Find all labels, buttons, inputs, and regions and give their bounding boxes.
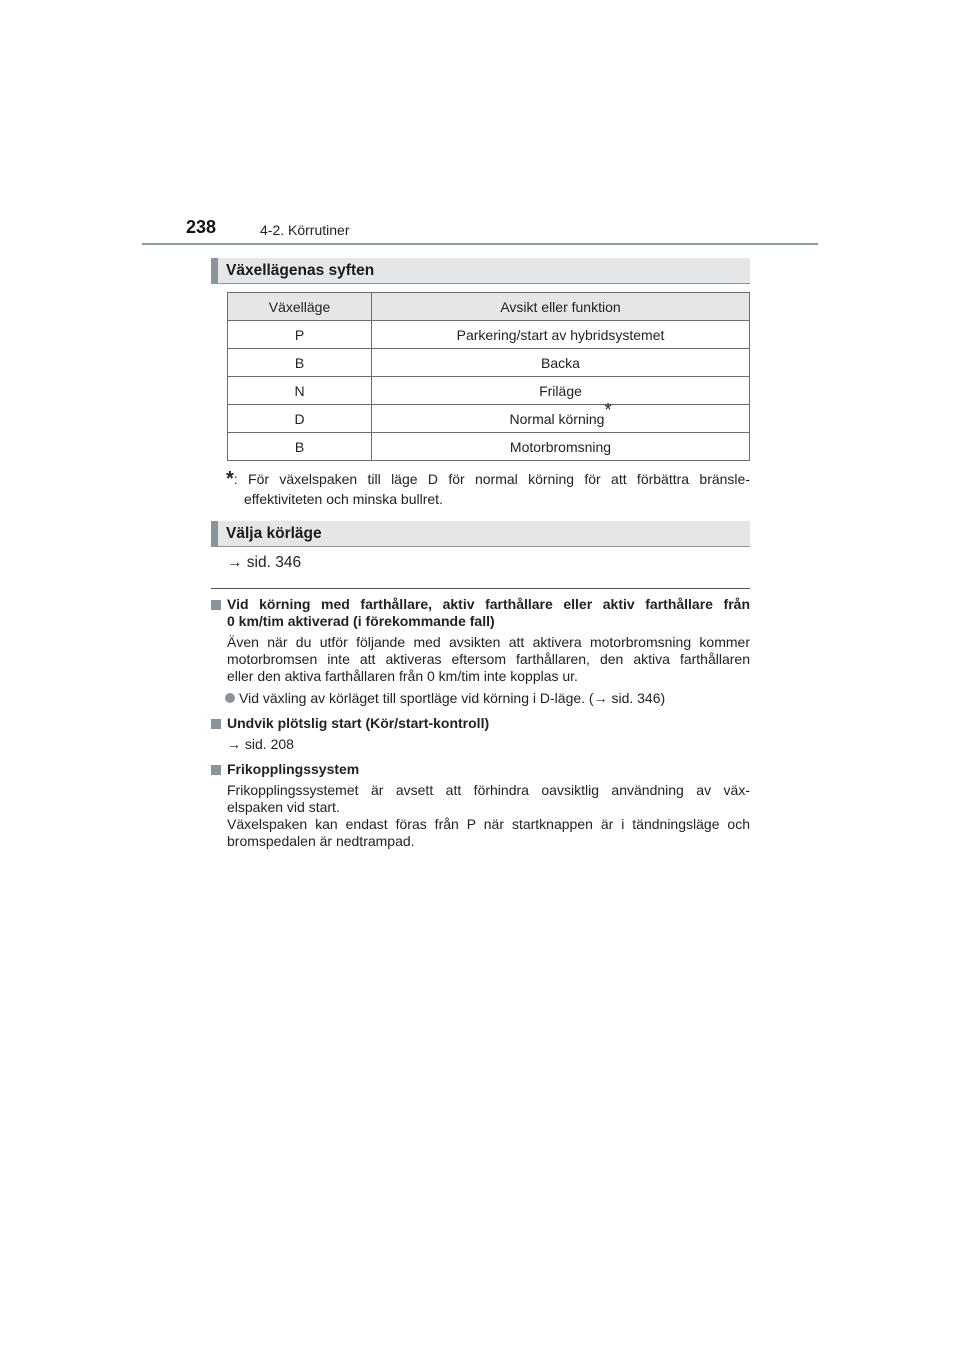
table-cell: Parkering/start av hybridsystemet [372,321,750,349]
table-header-cell: Avsikt eller funktion [372,293,750,321]
section-heading-drive-mode [211,521,750,547]
page-reference-link[interactable]: → sid. 346 [227,554,302,571]
note-line: Även när du utför följande med avsikten att aktivera motorbromsning kommer [227,634,750,650]
footnote-text: : För växelspaken till läge D för normal körning för att förbättra bränsle- [233,471,750,487]
footnote-line [226,469,750,489]
table-cell: N [228,377,372,405]
table-header-row [228,293,750,321]
square-bullet-icon [211,719,221,729]
note-line: bromspedalen är nedtrampad. [227,833,415,849]
gear-modes-table [227,292,750,461]
note-body [211,634,750,685]
table-row [228,321,750,349]
table-row [228,433,750,461]
note-heading-line: Vid körning med farthållare, aktiv farthållare eller aktiv farthållare från [227,596,750,612]
note-heading-line: 0 km/tim aktiverad (i förekommande fall) [227,613,495,629]
section-heading-text: Växellägenas syften [226,262,375,279]
page-reference-link[interactable]: → sid. 208 [227,736,294,752]
list-item [211,690,750,707]
table-footnote [226,469,750,509]
square-bullet-icon [211,600,221,610]
square-bullet-icon [211,765,221,775]
round-bullet-icon [225,693,235,703]
table-cell-text: Normal körning [509,410,605,427]
table-cell: Motorbromsning [372,433,750,461]
notes-section [211,596,750,850]
note-line: Växelspaken kan endast föras från P när startknappen är i tändningsläge och [227,816,750,832]
note-line: Frikopplingssystemet är avsett att förhindra oavsiktlig användning av väx- [227,782,750,798]
table-row [228,405,750,433]
note-line: eller den aktiva farthållaren från 0 km/tim inte kopplas ur. [227,668,578,684]
table-cell: D [228,405,372,433]
page-number: 238 [186,217,217,237]
table-cell [372,399,750,433]
note-line: elspaken vid start. [227,799,340,815]
note-body [211,782,750,850]
section-heading-text: Välja körläge [226,525,322,542]
footnote-line: effektiviteten och minska bullret. [244,491,443,507]
note-heading [211,715,750,732]
note-heading [211,761,750,778]
table-cell: B [228,433,372,461]
table-row [228,349,750,377]
table-cell: B [228,349,372,377]
table-cell: P [228,321,372,349]
header-divider [142,243,818,245]
table-cell: Friläge [372,377,750,405]
table-row [228,377,750,405]
note-heading-line: Undvik plötslig start (Kör/start-kontroll) [227,715,490,731]
chapter-title: 4-2. Körrutiner [260,222,350,238]
footnote-marker: * [226,468,234,490]
list-item-text: Vid växling av körläget till sportläge vid körning i D-läge. (→ sid. 346) [239,690,666,706]
note-heading [211,596,750,630]
notes-divider [211,588,750,589]
table-cell: Backa [372,349,750,377]
note-heading-line: Frikopplingssystem [227,761,360,777]
table-header-cell: Växelläge [228,293,372,321]
note-line: motorbromsen inte att aktiveras eftersom farthållaren, den aktiva farthållaren [227,651,750,667]
section-heading-gear-modes [211,258,750,284]
footnote-marker: * [604,399,612,420]
